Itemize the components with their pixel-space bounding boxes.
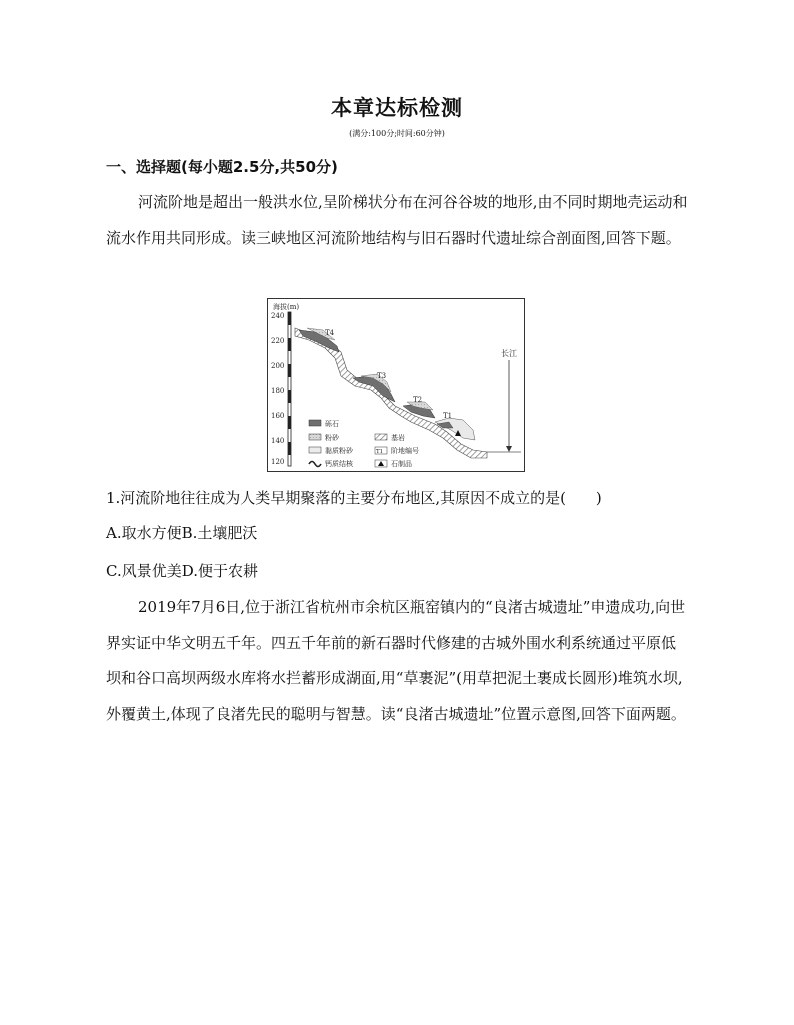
legend-label-clayey-silt: 黏质粉砂 <box>325 447 353 455</box>
legend-label-calcium-nodule: 钙质结核 <box>325 460 353 468</box>
legend-swatch-bedrock <box>375 434 387 440</box>
legend-label-artifact: 石制品 <box>391 460 412 468</box>
legend-label-terrace-number: 阶地编号 <box>391 447 419 455</box>
y-tick-label: 140 <box>271 437 285 445</box>
intro-paragraph: 河流阶地是超出一般洪水位,呈阶梯状分布在河谷谷坡的地形,由不同时期地壳运动和流水作用共同形成。读三峡地区河流阶地结构与旧石器时代遗址综合剖面图,回答下题。 <box>106 193 688 247</box>
legend-swatch-silt <box>309 434 321 440</box>
river-label: 长江 <box>501 349 517 358</box>
y-tick-label: 160 <box>271 412 285 420</box>
page-subtitle: (满分:100分;时间:60分钟) <box>349 129 445 138</box>
legend-label-gravel: 砾石 <box>325 420 339 428</box>
y-tick-label: 120 <box>271 458 285 466</box>
y-tick-label: 240 <box>271 312 285 320</box>
y-axis-title: 海拔(m) <box>273 303 300 311</box>
legend-terrace-number-symbol: T1 <box>376 449 384 455</box>
terrace-label-t3: T3 <box>377 372 387 380</box>
y-tick-label: 220 <box>271 337 285 345</box>
page-title: 本章达标检测 <box>331 95 463 120</box>
section-heading: 一、选择题(每小题2.5分,共50分) <box>106 158 338 176</box>
terrace-label-t1: T1 <box>443 412 453 420</box>
y-tick-label: 200 <box>271 362 285 370</box>
y-axis <box>288 312 291 466</box>
options-c-d: C.风景优美D.便于农耕 <box>106 562 258 580</box>
legend-label-bedrock: 基岩 <box>391 434 405 442</box>
legend-label-silt: 粉砂 <box>325 434 339 442</box>
profile-diagram <box>267 298 525 472</box>
legend-swatch-gravel <box>309 420 321 426</box>
y-tick-label: 180 <box>271 387 285 395</box>
question-1: 1.河流阶地往往成为人类早期聚落的主要分布地区,其原因不成立的是( ) <box>106 489 602 507</box>
liangzhu-paragraph: 2019年7月6日,位于浙江省杭州市余杭区瓶窑镇内的“良渚古城遗址”申遗成功,向世界实证中华文明五千年。四五千年前的新石器时代修建的古城外围水利系统通过平原低坝和谷口高坝两级水库将水拦蓄形成湖面,用“草裹泥”(用草把泥土裹成长圆形)堆筑水坝,外覆黄土,体现了良渚先民的聪明与智慧。读“良渚古城遗址”位置示意图,回答下面两题。 <box>106 598 686 723</box>
terrace-label-t4: T4 <box>325 329 335 337</box>
figure-frame <box>268 299 525 472</box>
river-terrace-figure <box>267 298 525 472</box>
legend-swatch-clayey-silt <box>309 447 321 453</box>
options-a-b: A.取水方便B.土壤肥沃 <box>106 524 258 542</box>
terrace-label-t2: T2 <box>413 396 423 404</box>
